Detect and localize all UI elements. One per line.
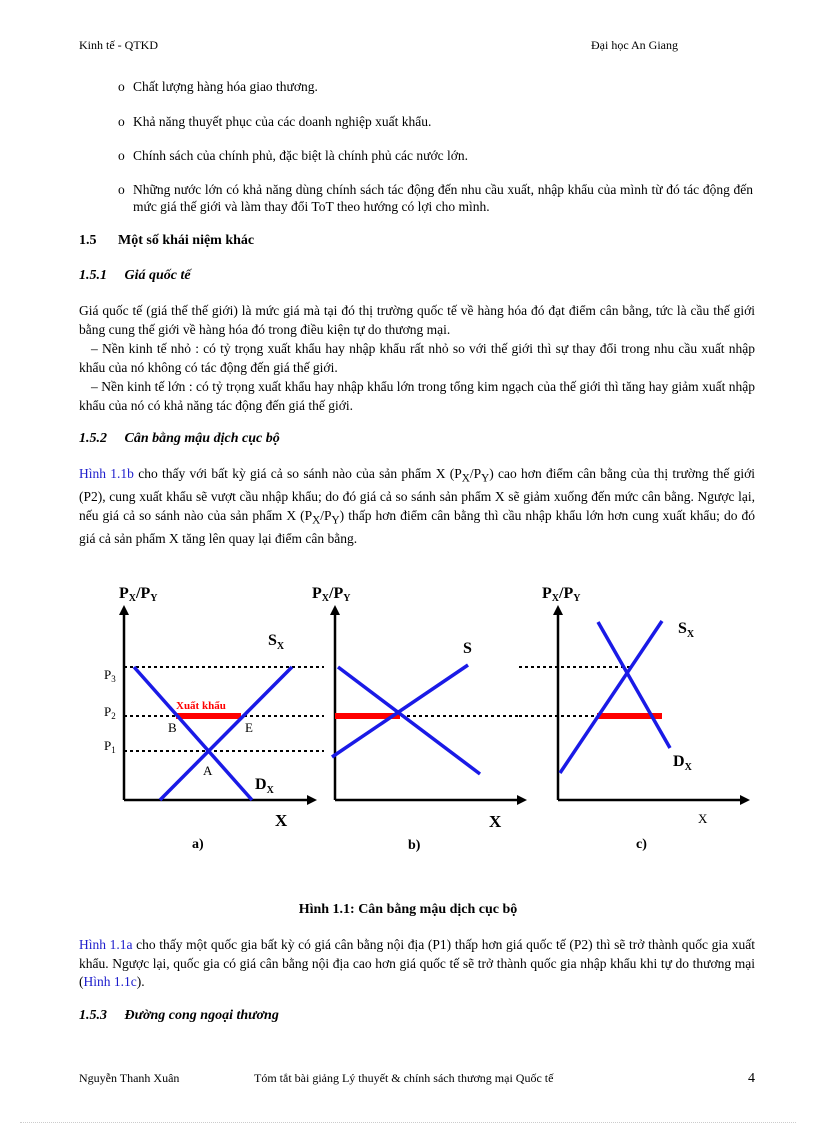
- text-run: /P: [320, 507, 332, 523]
- point-a-label: A: [203, 763, 213, 778]
- subsection-number: 1.5.1: [79, 268, 107, 283]
- panel-b-letter: b): [408, 838, 421, 853]
- text-run: ) cao hơn điểm cân bằng của thị trường thế giới (P: [79, 466, 756, 505]
- bullet-marker: o: [118, 182, 125, 197]
- demand-curve: [338, 667, 480, 774]
- panel-a-letter: a): [192, 837, 204, 852]
- x-axis-label: X: [698, 811, 708, 826]
- subsection-number: 1.5.2: [79, 431, 107, 446]
- bullet-text: Những nước lớn có khả năng dùng chính sách tác động đến nhu cầu xuất, nhập khẩu của mình từ đó tác động đến mức giá thế giới và làm thay đổi ToT theo hướng có lợi cho mình.: [133, 182, 753, 214]
- trade-equilibrium-figure: [0, 570, 816, 865]
- y-axis-label: PX/PY: [542, 585, 581, 604]
- subsection-heading: [79, 431, 280, 447]
- paragraph-gia-quoc-te: Giá quốc tế (giá thế thế giới) là mức giá mà tại đó thị trường quốc tế về hàng hóa đó đạt điểm cân bằng, tức là cầu thế giới bằng cung thế giới về hàng hóa đó trong điều kiện tự do thương mại.: [79, 303, 755, 337]
- bullet-marker: o: [118, 114, 125, 129]
- panel-c: [519, 585, 745, 852]
- bullet-item: [118, 147, 753, 164]
- footer-title: Tóm tắt bài giảng Lý thuyết & chính sách thương mại Quốc tế: [254, 1071, 554, 1085]
- text-run: ), cung xuất khẩu sẽ vượt cầu nhập khẩu; do đó giá cả so sánh sản phẩm X sẽ giảm xuống đến mức cân bằng. Ngược lại, nếu giá cả so sánh nào của sản phẩm X (P: [79, 489, 755, 523]
- subsection-heading: [79, 268, 191, 284]
- subsection-title: Giá quốc tế: [124, 268, 191, 283]
- demand-curve: [598, 622, 670, 748]
- subsection-title: Đường cong ngoại thương: [124, 1008, 279, 1023]
- section-number: 1.5: [79, 233, 97, 248]
- export-label: Xuất khẩu: [176, 700, 226, 712]
- subscript: X: [461, 472, 470, 485]
- bullet-marker: o: [118, 148, 125, 163]
- text-run: cho thấy một quốc gia bất kỳ có giá cân bằng nội địa (P1) thấp hơn giá quốc tế (P2) thì sẽ trở thành quốc gia xuất khẩu. Ngược lại, quốc gia có giá cân bằng nội địa cao hơn giá quốc tế sẽ trở thành quốc gia nhập khẩu khi tự do thương mại (: [79, 937, 755, 989]
- paragraph-small-economy: [79, 340, 755, 377]
- figure-link[interactable]: Hình 1.1b: [79, 466, 134, 481]
- dash-marker: –: [91, 341, 98, 356]
- paragraph-large-economy: [79, 378, 755, 415]
- panel-a: [104, 585, 324, 852]
- subscript: Y: [481, 472, 490, 485]
- p3-label: $P_3$: [104, 667, 116, 684]
- figure-link[interactable]: Hình 1.1a: [79, 937, 133, 952]
- demand-label: $D_X$: [673, 753, 692, 773]
- dash-text: Nền kinh tế lớn : có tỷ trọng xuất khẩu hay nhập khẩu lớn trong tổng kim ngạch của thế giới thì tăng hay giảm xuất nhập khẩu của nó có khả năng tác động đến giá thế giới.: [79, 379, 756, 413]
- panel-c-letter: c): [636, 837, 647, 852]
- bullet-marker: o: [118, 79, 125, 94]
- subsection-title: Cân bằng mậu dịch cục bộ: [124, 431, 280, 446]
- demand-label: $D_X$: [255, 776, 274, 796]
- dash-text: Nền kinh tế nhỏ : có tỷ trọng xuất khẩu hay nhập khẩu rất nhỏ so với thế giới thì sự thay đổi trong nhu cầu xuất nhập khẩu của nó không có tác động đến giá thế giới.: [79, 341, 756, 375]
- supply-label: $S_X$: [268, 632, 285, 652]
- dash-marker: –: [91, 379, 98, 394]
- p1-label: $P_1$: [104, 738, 116, 755]
- supply-curve: [160, 667, 292, 800]
- section-heading: [79, 233, 254, 249]
- header-right: Đại học An Giang: [591, 38, 678, 52]
- text-run: /P: [469, 466, 482, 481]
- bullet-text: Chính sách của chính phủ, đặc biệt là chính phủ các nước lớn.: [133, 148, 468, 163]
- text-run: cho thấy với bất kỳ giá cả so sánh nào của sản phẩm X (P: [133, 466, 462, 481]
- supply-label: S: [463, 640, 472, 657]
- text-run: ).: [136, 974, 145, 989]
- panel-b: [312, 585, 522, 853]
- footer-author: Nguyễn Thanh Xuân: [79, 1071, 180, 1085]
- figure-link[interactable]: Hình 1.1c: [83, 974, 137, 989]
- p2-label: $P_2$: [104, 704, 116, 721]
- point-b-label: B: [168, 720, 177, 735]
- x-axis-label: X: [489, 812, 502, 831]
- x-axis-label: X: [275, 811, 288, 830]
- bullet-item: [118, 181, 753, 215]
- bullet-text: Chất lượng hàng hóa giao thương.: [133, 79, 318, 94]
- bullet-item: [118, 113, 753, 130]
- subscript: X: [312, 514, 321, 527]
- subsection-number: 1.5.3: [79, 1008, 107, 1023]
- bullet-item: [118, 78, 753, 95]
- text-run: 2: [91, 489, 98, 505]
- supply-label: $S_X$: [678, 620, 695, 640]
- text-run: ) thấp hơn điểm cân bằng thì cầu nhập khẩu lớn hơn cung xuất khẩu; do đó giá cả sản phẩm X tăng lên quay lại điểm cân bằng.: [79, 507, 755, 546]
- subscript: Y: [331, 514, 340, 527]
- page-number: 4: [748, 1071, 755, 1086]
- paragraph-figure-1-1a: [79, 936, 755, 992]
- subsection-heading: [79, 1008, 279, 1024]
- section-title: Một số khái niệm khác: [118, 233, 255, 248]
- demand-curve: [134, 667, 252, 800]
- point-e-label: E: [245, 720, 253, 735]
- y-axis-label: PX/PY: [312, 585, 351, 604]
- paragraph-figure-1-1b: [79, 465, 755, 548]
- y-axis-label: PX/PY: [119, 585, 158, 604]
- header-left: Kinh tế - QTKD: [79, 38, 158, 52]
- figure-caption: Hình 1.1: Cân bằng mậu dịch cục bộ: [298, 902, 518, 917]
- bullet-text: Khả năng thuyết phục của các doanh nghiệp xuất khẩu.: [133, 114, 432, 129]
